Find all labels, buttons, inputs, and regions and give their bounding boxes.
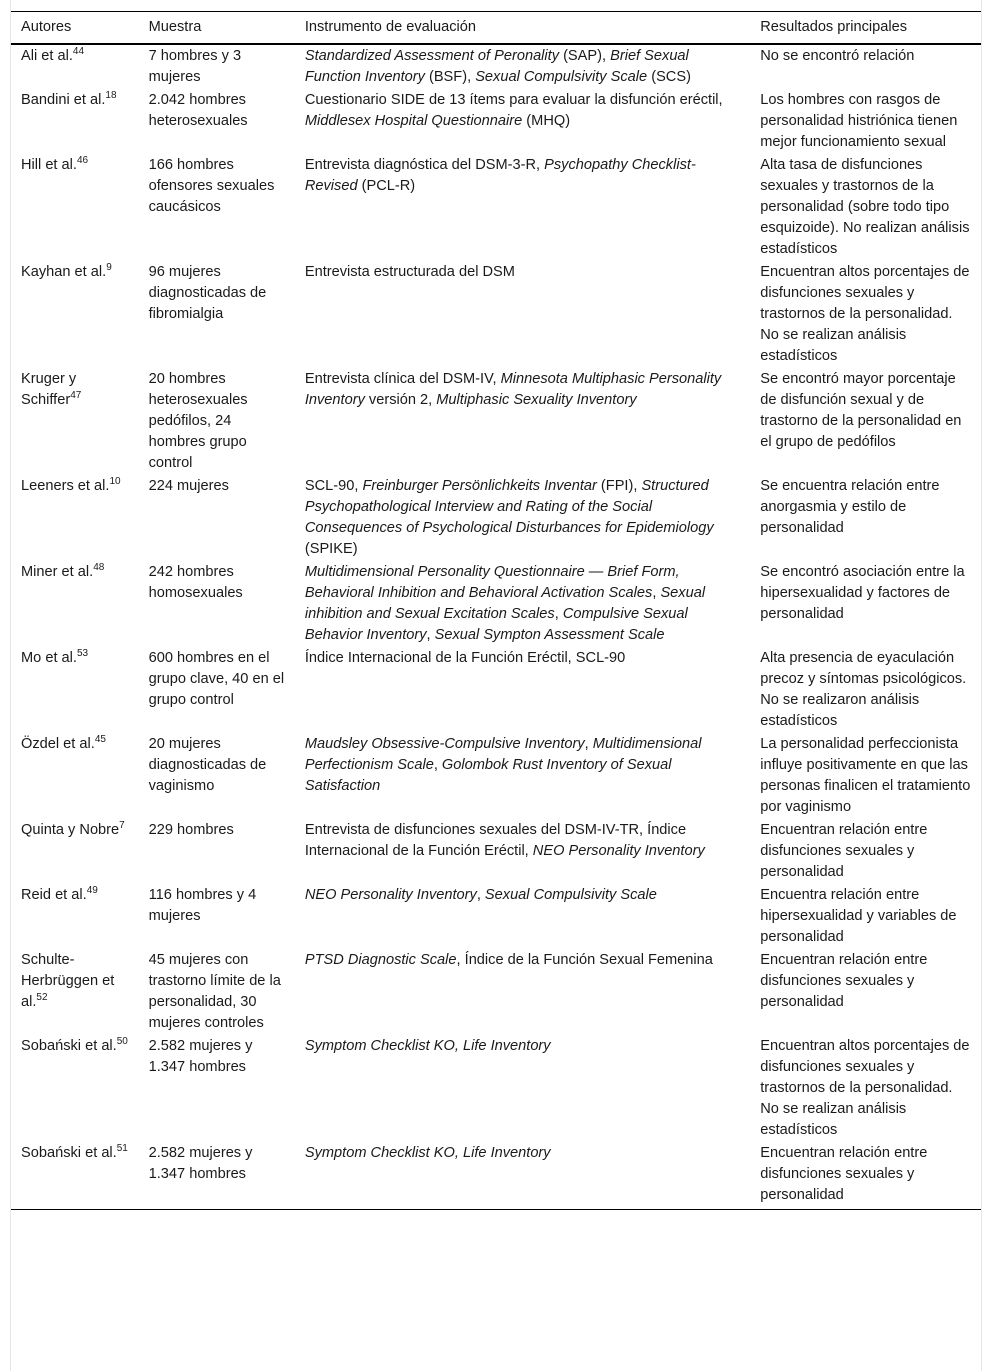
table-row <box>11 819 981 884</box>
author-name: Sobański et al. <box>21 1038 117 1054</box>
table-row <box>11 561 981 647</box>
instrument-text: Entrevista diagnóstica del DSM-3-R, <box>304 157 545 173</box>
result-cell: Se encontró asociación entre la hipersexualidad y factores de personalidad <box>760 564 965 622</box>
result-cell: Alta presencia de eyaculación precoz y síntomas psicológicos. No se realizaron análisis estadísticos <box>760 650 967 729</box>
sample-cell: 116 hombres y 4 mujeres <box>148 887 257 924</box>
author-name: Hill et al. <box>21 157 77 173</box>
table-row <box>11 261 981 368</box>
studies-table <box>11 11 981 1210</box>
table-row <box>11 647 981 733</box>
author-name: Bandini et al. <box>21 92 106 108</box>
table-row <box>11 368 981 475</box>
instrument-text: (SPIKE) <box>304 541 358 557</box>
instrument-text: , <box>433 757 442 773</box>
result-cell: Se encuentra relación entre anorgasmia y estilo de personalidad <box>760 478 940 536</box>
instrument-text: , <box>476 887 485 903</box>
author-cell <box>11 1035 139 1142</box>
author-cell <box>11 475 139 561</box>
reference-number: 9 <box>106 262 112 273</box>
sample-cell: 166 hombres ofensores sexuales caucásicos <box>148 157 275 215</box>
instrument-text: SCL-90, <box>304 478 363 494</box>
instrument-title: Multidimensional Perfectionism Scale <box>304 736 702 773</box>
instrument-cell <box>295 1035 750 1142</box>
author-name: Özdel et al. <box>21 736 95 752</box>
author-cell <box>11 561 139 647</box>
author-cell <box>11 733 139 819</box>
instrument-title: Psychopathy Checklist-Revised <box>304 157 696 194</box>
instrument-text: Entrevista clínica del DSM-IV, <box>304 371 501 387</box>
table-row <box>11 1142 981 1210</box>
result-cell: Alta tasa de disfunciones sexuales y trastornos de la personalidad (sobre todo tipo esquizoide). No realizan análisis estadísticos <box>760 157 970 257</box>
column-header-authors: Autores <box>21 19 72 35</box>
reference-number: 49 <box>86 885 98 896</box>
author-cell <box>11 89 139 154</box>
instrument-title: Freinburger Persönlichkeits Inventar <box>362 478 597 494</box>
instrument-text: Índice Internacional de la Función Eréctil, SCL-90 <box>304 650 626 666</box>
result-cell: Encuentra relación entre hipersexualidad y variables de personalidad <box>760 887 957 945</box>
sample-cell: 7 hombres y 3 mujeres <box>148 48 242 85</box>
reference-number: 53 <box>76 648 89 659</box>
reference-number: 51 <box>116 1143 128 1154</box>
result-cell: Encuentran relación entre disfunciones sexuales y personalidad <box>760 822 928 880</box>
instrument-title: Sexual Compulsivity Scale <box>484 887 657 903</box>
instrument-title: Maudsley Obsessive-Compulsive Inventory <box>304 736 585 752</box>
author-cell <box>11 1142 139 1210</box>
author-cell <box>11 884 139 949</box>
instrument-cell <box>295 475 750 561</box>
instrument-text: Cuestionario SIDE de 13 ítems para evaluar la disfunción eréctil, <box>304 92 723 108</box>
reference-number: 47 <box>70 390 82 401</box>
instrument-cell <box>295 647 750 733</box>
author-name: Reid et al. <box>21 887 87 903</box>
author-name: Sobański et al. <box>21 1145 117 1161</box>
sample-cell: 242 hombres homosexuales <box>148 564 243 601</box>
table-row <box>11 475 981 561</box>
instrument-title: Symptom Checklist KO, Life Inventory <box>304 1038 551 1054</box>
instrument-cell <box>295 733 750 819</box>
result-cell: Se encontró mayor porcentaje de disfunción sexual y de trastorno de la personalidad en el grupo de pedófilos <box>760 371 962 450</box>
instrument-title: Symptom Checklist KO, Life Inventory <box>304 1145 551 1161</box>
author-name: Quinta y Nobre <box>21 822 120 838</box>
reference-number: 7 <box>119 820 125 831</box>
instrument-title: NEO Personality Inventory <box>304 887 477 903</box>
instrument-cell <box>295 261 750 368</box>
sample-cell: 96 mujeres diagnosticadas de fibromialgia <box>148 264 267 322</box>
reference-number: 44 <box>72 46 85 57</box>
instrument-title: Compulsive Sexual Behavior Inventory <box>304 606 688 643</box>
instrument-text: , Índice de la Función Sexual Femenina <box>456 952 713 968</box>
instrument-title: Multidimensional Personality Questionnaire — Brief Form, Behavioral Inhibition and Behavioral Activation Scales <box>304 564 680 601</box>
column-header-results: Resultados principales <box>760 19 908 35</box>
instrument-title: PTSD Diagnostic Scale <box>304 952 457 968</box>
table-row <box>11 89 981 154</box>
instrument-cell <box>295 949 750 1035</box>
instrument-cell <box>295 884 750 949</box>
table-row <box>11 154 981 261</box>
column-header-sample: Muestra <box>148 19 202 35</box>
sample-cell: 224 mujeres <box>148 478 229 494</box>
author-name: Schulte-Herbrüggen et al. <box>21 952 115 1010</box>
instrument-title: Brief Sexual Function Inventory <box>304 48 689 85</box>
author-cell <box>11 368 139 475</box>
instrument-cell <box>295 44 750 89</box>
result-cell: Los hombres con rasgos de personalidad histriónica tienen mejor funcionamiento sexual <box>760 92 958 150</box>
table-row <box>11 733 981 819</box>
instrument-cell <box>295 368 750 475</box>
author-cell <box>11 819 139 884</box>
instrument-title: Sexual inhibition and Sexual Excitation Scales <box>304 585 706 622</box>
author-cell <box>11 949 139 1035</box>
instrument-text: (BSF), <box>424 69 476 85</box>
instrument-text: (SCS) <box>647 69 691 85</box>
instrument-text: , <box>554 606 563 622</box>
author-name: Mo et al. <box>21 650 77 666</box>
instrument-title: Multiphasic Sexuality Inventory <box>436 392 637 408</box>
instrument-text: (PCL-R) <box>357 178 416 194</box>
table-row <box>11 1035 981 1142</box>
instrument-text: (SAP), <box>559 48 611 64</box>
instrument-title: Minnesota Multiphasic Personality Inventory <box>304 371 722 408</box>
sample-cell: 2.042 hombres heterosexuales <box>148 92 248 129</box>
reference-number: 50 <box>116 1036 128 1047</box>
instrument-text: , <box>426 627 435 643</box>
sample-cell: 2.582 mujeres y 1.347 hombres <box>148 1145 253 1182</box>
reference-number: 18 <box>105 90 117 101</box>
instrument-cell <box>295 561 750 647</box>
instrument-text: Entrevista estructurada del DSM <box>304 264 515 280</box>
sample-cell: 20 mujeres diagnosticadas de vaginismo <box>148 736 267 794</box>
reference-number: 46 <box>76 155 89 166</box>
author-name: Kruger y Schiffer <box>21 371 77 408</box>
instrument-title: Middlesex Hospital Questionnaire <box>304 113 523 129</box>
result-cell: Encuentran altos porcentajes de disfunciones sexuales y trastornos de la personalidad. No se realizan análisis estadísticos <box>760 264 970 364</box>
instrument-cell <box>295 154 750 261</box>
column-header-instrument: Instrumento de evaluación <box>304 19 477 35</box>
table-body <box>11 44 981 1210</box>
author-cell <box>11 647 139 733</box>
author-name: Ali et al. <box>21 48 73 64</box>
instrument-title: Structured Psychopathological Interview and Rating of the Social Consequences of Psychological Disturbances for Epidemiology <box>304 478 714 536</box>
table-row <box>11 884 981 949</box>
instrument-cell <box>295 819 750 884</box>
table-row <box>11 949 981 1035</box>
reference-number: 48 <box>93 562 105 573</box>
author-name: Miner et al. <box>21 564 94 580</box>
result-cell: No se encontró relación <box>760 48 915 64</box>
instrument-cell <box>295 89 750 154</box>
instrument-text: (MHQ) <box>522 113 571 129</box>
reference-number: 10 <box>109 476 121 487</box>
result-cell: Encuentran relación entre disfunciones sexuales y personalidad <box>760 1145 928 1203</box>
instrument-text: , <box>584 736 593 752</box>
instrument-text: Entrevista de disfunciones sexuales del DSM-IV-TR, Índice Internacional de la Función Eréctil, <box>304 822 687 859</box>
author-cell <box>11 44 139 89</box>
instrument-title: Golombok Rust Inventory of Sexual Satisfaction <box>304 757 672 794</box>
instrument-text: versión 2, <box>364 392 437 408</box>
author-cell <box>11 154 139 261</box>
result-cell: La personalidad perfeccionista influye positivamente en que las personas finalicen el tratamiento por vaginismo <box>760 736 971 815</box>
author-name: Leeners et al. <box>21 478 110 494</box>
sample-cell: 2.582 mujeres y 1.347 hombres <box>148 1038 253 1075</box>
table-row <box>11 44 981 89</box>
author-name: Kayhan et al. <box>21 264 107 280</box>
sample-cell: 45 mujeres con trastorno límite de la personalidad, 30 mujeres controles <box>148 952 281 1031</box>
result-cell: Encuentran altos porcentajes de disfunciones sexuales y trastornos de la personalidad. No se realizan análisis estadísticos <box>760 1038 970 1138</box>
result-cell: Encuentran relación entre disfunciones sexuales y personalidad <box>760 952 928 1010</box>
instrument-title: Sexual Compulsivity Scale <box>475 69 648 85</box>
author-cell <box>11 261 139 368</box>
reference-number: 45 <box>94 734 106 745</box>
sample-cell: 600 hombres en el grupo clave, 40 en el grupo control <box>148 650 285 708</box>
instrument-text: , <box>652 585 661 601</box>
table-header-row <box>11 12 981 45</box>
sample-cell: 229 hombres <box>148 822 234 838</box>
instrument-title: Standardized Assessment of Peronality <box>304 48 560 64</box>
sample-cell: 20 hombres heterosexuales pedófilos, 24 hombres grupo control <box>148 371 248 471</box>
instrument-title: Sexual Sympton Assessment Scale <box>434 627 665 643</box>
instrument-title: NEO Personality Inventory <box>532 843 705 859</box>
reference-number: 52 <box>36 992 48 1003</box>
instrument-cell <box>295 1142 750 1210</box>
instrument-text: (FPI), <box>596 478 642 494</box>
